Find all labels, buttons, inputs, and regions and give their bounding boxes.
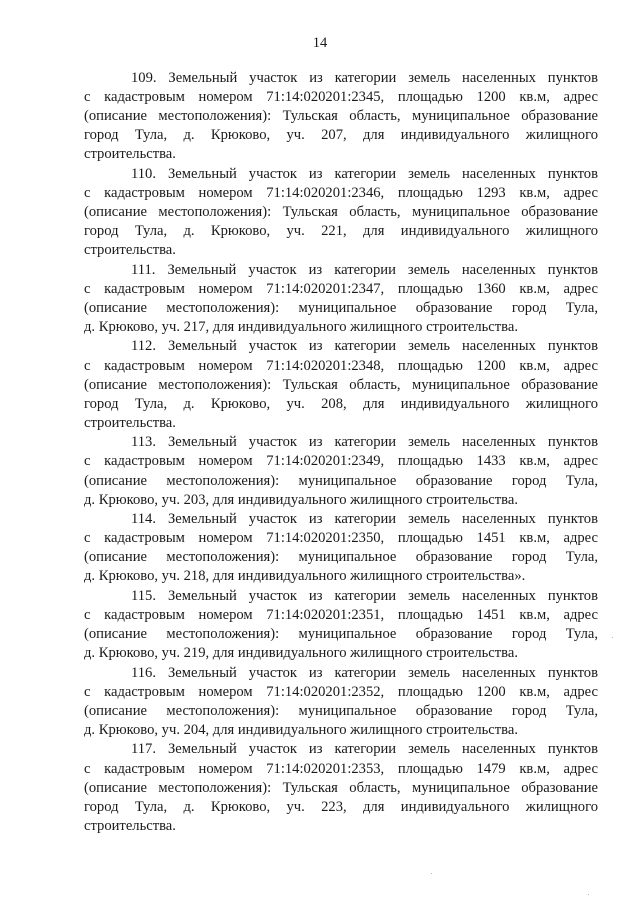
paragraph-line: д. Крюково, уч. 218, для индивидуального жилищного строительства». [84,568,526,585]
paragraph-first-line: 111. Земельный участок из категории земель населенных пунктов [131,261,598,278]
paragraph-line: город Тула, д. Крюково, уч. 208, для индивидуального жилищного [84,395,598,412]
paragraph-line: (описание местоположения): Тульская область, муниципальное образование [84,204,598,221]
land-plot-paragraph [84,510,598,586]
scan-speck [588,894,589,895]
paragraph-line: город Тула, д. Крюково, уч. 221, для индивидуального жилищного [84,223,598,240]
paragraph-line: с кадастровым номером 71:14:020201:2353, площадью 1479 кв.м, адрес [84,760,598,777]
paragraph-line: с кадастровым номером 71:14:020201:2345, площадью 1200 кв.м, адрес [84,89,598,106]
paragraph-first-line: 114. Земельный участок из категории земель населенных пунктов [131,511,598,528]
paragraph-first-line: 117. Земельный участок из категории земель населенных пунктов [131,741,598,758]
paragraph-line: (описание местоположения): муниципальное образование город Тула, [84,626,598,643]
paragraph-line: с кадастровым номером 71:14:020201:2346, площадью 1293 кв.м, адрес [84,184,598,201]
paragraph-first-line: 113. Земельный участок из категории земель населенных пунктов [131,434,598,451]
paragraph-line: город Тула, д. Крюково, уч. 207, для индивидуального жилищного [84,127,598,144]
paragraph-line: с кадастровым номером 71:14:020201:2351, площадью 1451 кв.м, адрес [84,606,598,623]
paragraph-line: (описание местоположения): муниципальное образование город Тула, [84,702,598,719]
paragraph-line: (описание местоположения): муниципальное образование город Тула, [84,549,598,566]
paragraph-line: строительства. [84,414,176,431]
document-body [84,69,598,836]
page-number: 14 [312,35,328,51]
paragraph-line: д. Крюково, уч. 203, для индивидуального жилищного строительства. [84,491,518,508]
scan-speck [431,873,432,874]
paragraph-first-line: 109. Земельный участок из категории земель населенных пунктов [131,70,598,86]
land-plot-paragraph [84,261,598,337]
paragraph-line: строительства. [84,817,176,834]
paragraph-line: город Тула, д. Крюково, уч. 223, для индивидуального жилищного [84,798,598,815]
paragraph-line: с кадастровым номером 71:14:020201:2350, площадью 1451 кв.м, адрес [84,530,598,547]
paragraph-line: (описание местоположения): муниципальное образование город Тула, [84,299,598,316]
paragraph-first-line: 110. Земельный участок из категории земель населенных пунктов [131,165,598,182]
paragraph-line: (описание местоположения): Тульская область, муниципальное образование [84,779,598,796]
scan-speck [612,637,613,638]
paragraph-first-line: 116. Земельный участок из категории земель населенных пунктов [131,664,598,681]
paragraph-first-line: 115. Земельный участок из категории земель населенных пунктов [131,587,598,604]
land-plot-paragraph [84,664,598,740]
land-plot-paragraph [84,69,598,164]
paragraph-line: строительства. [84,146,176,163]
paragraph-line: (описание местоположения): Тульская область, муниципальное образование [84,376,598,393]
land-plot-paragraph [84,337,598,432]
paragraph-line: д. Крюково, уч. 204, для индивидуального жилищного строительства. [84,721,518,738]
paragraph-line: (описание местоположения): Тульская область, муниципальное образование [84,108,598,125]
land-plot-paragraph [84,433,598,509]
paragraph-line: строительства. [84,242,176,259]
paragraph-line: (описание местоположения): муниципальное образование город Тула, [84,472,598,489]
paragraph-line: с кадастровым номером 71:14:020201:2349, площадью 1433 кв.м, адрес [84,453,598,470]
paragraph-line: д. Крюково, уч. 219, для индивидуального жилищного строительства. [84,645,518,662]
paragraph-line: д. Крюково, уч. 217, для индивидуального жилищного строительства. [84,319,518,335]
paragraph-line: с кадастровым номером 71:14:020201:2352, площадью 1200 кв.м, адрес [84,683,598,700]
paragraph-line: с кадастровым номером 71:14:020201:2348, площадью 1200 кв.м, адрес [84,357,598,374]
paragraph-line: с кадастровым номером 71:14:020201:2347, площадью 1360 кв.м, адрес [84,280,598,297]
land-plot-paragraph [84,165,598,260]
paragraph-first-line: 112. Земельный участок из категории земель населенных пунктов [131,338,598,355]
land-plot-paragraph [84,740,598,835]
land-plot-paragraph [84,587,598,663]
